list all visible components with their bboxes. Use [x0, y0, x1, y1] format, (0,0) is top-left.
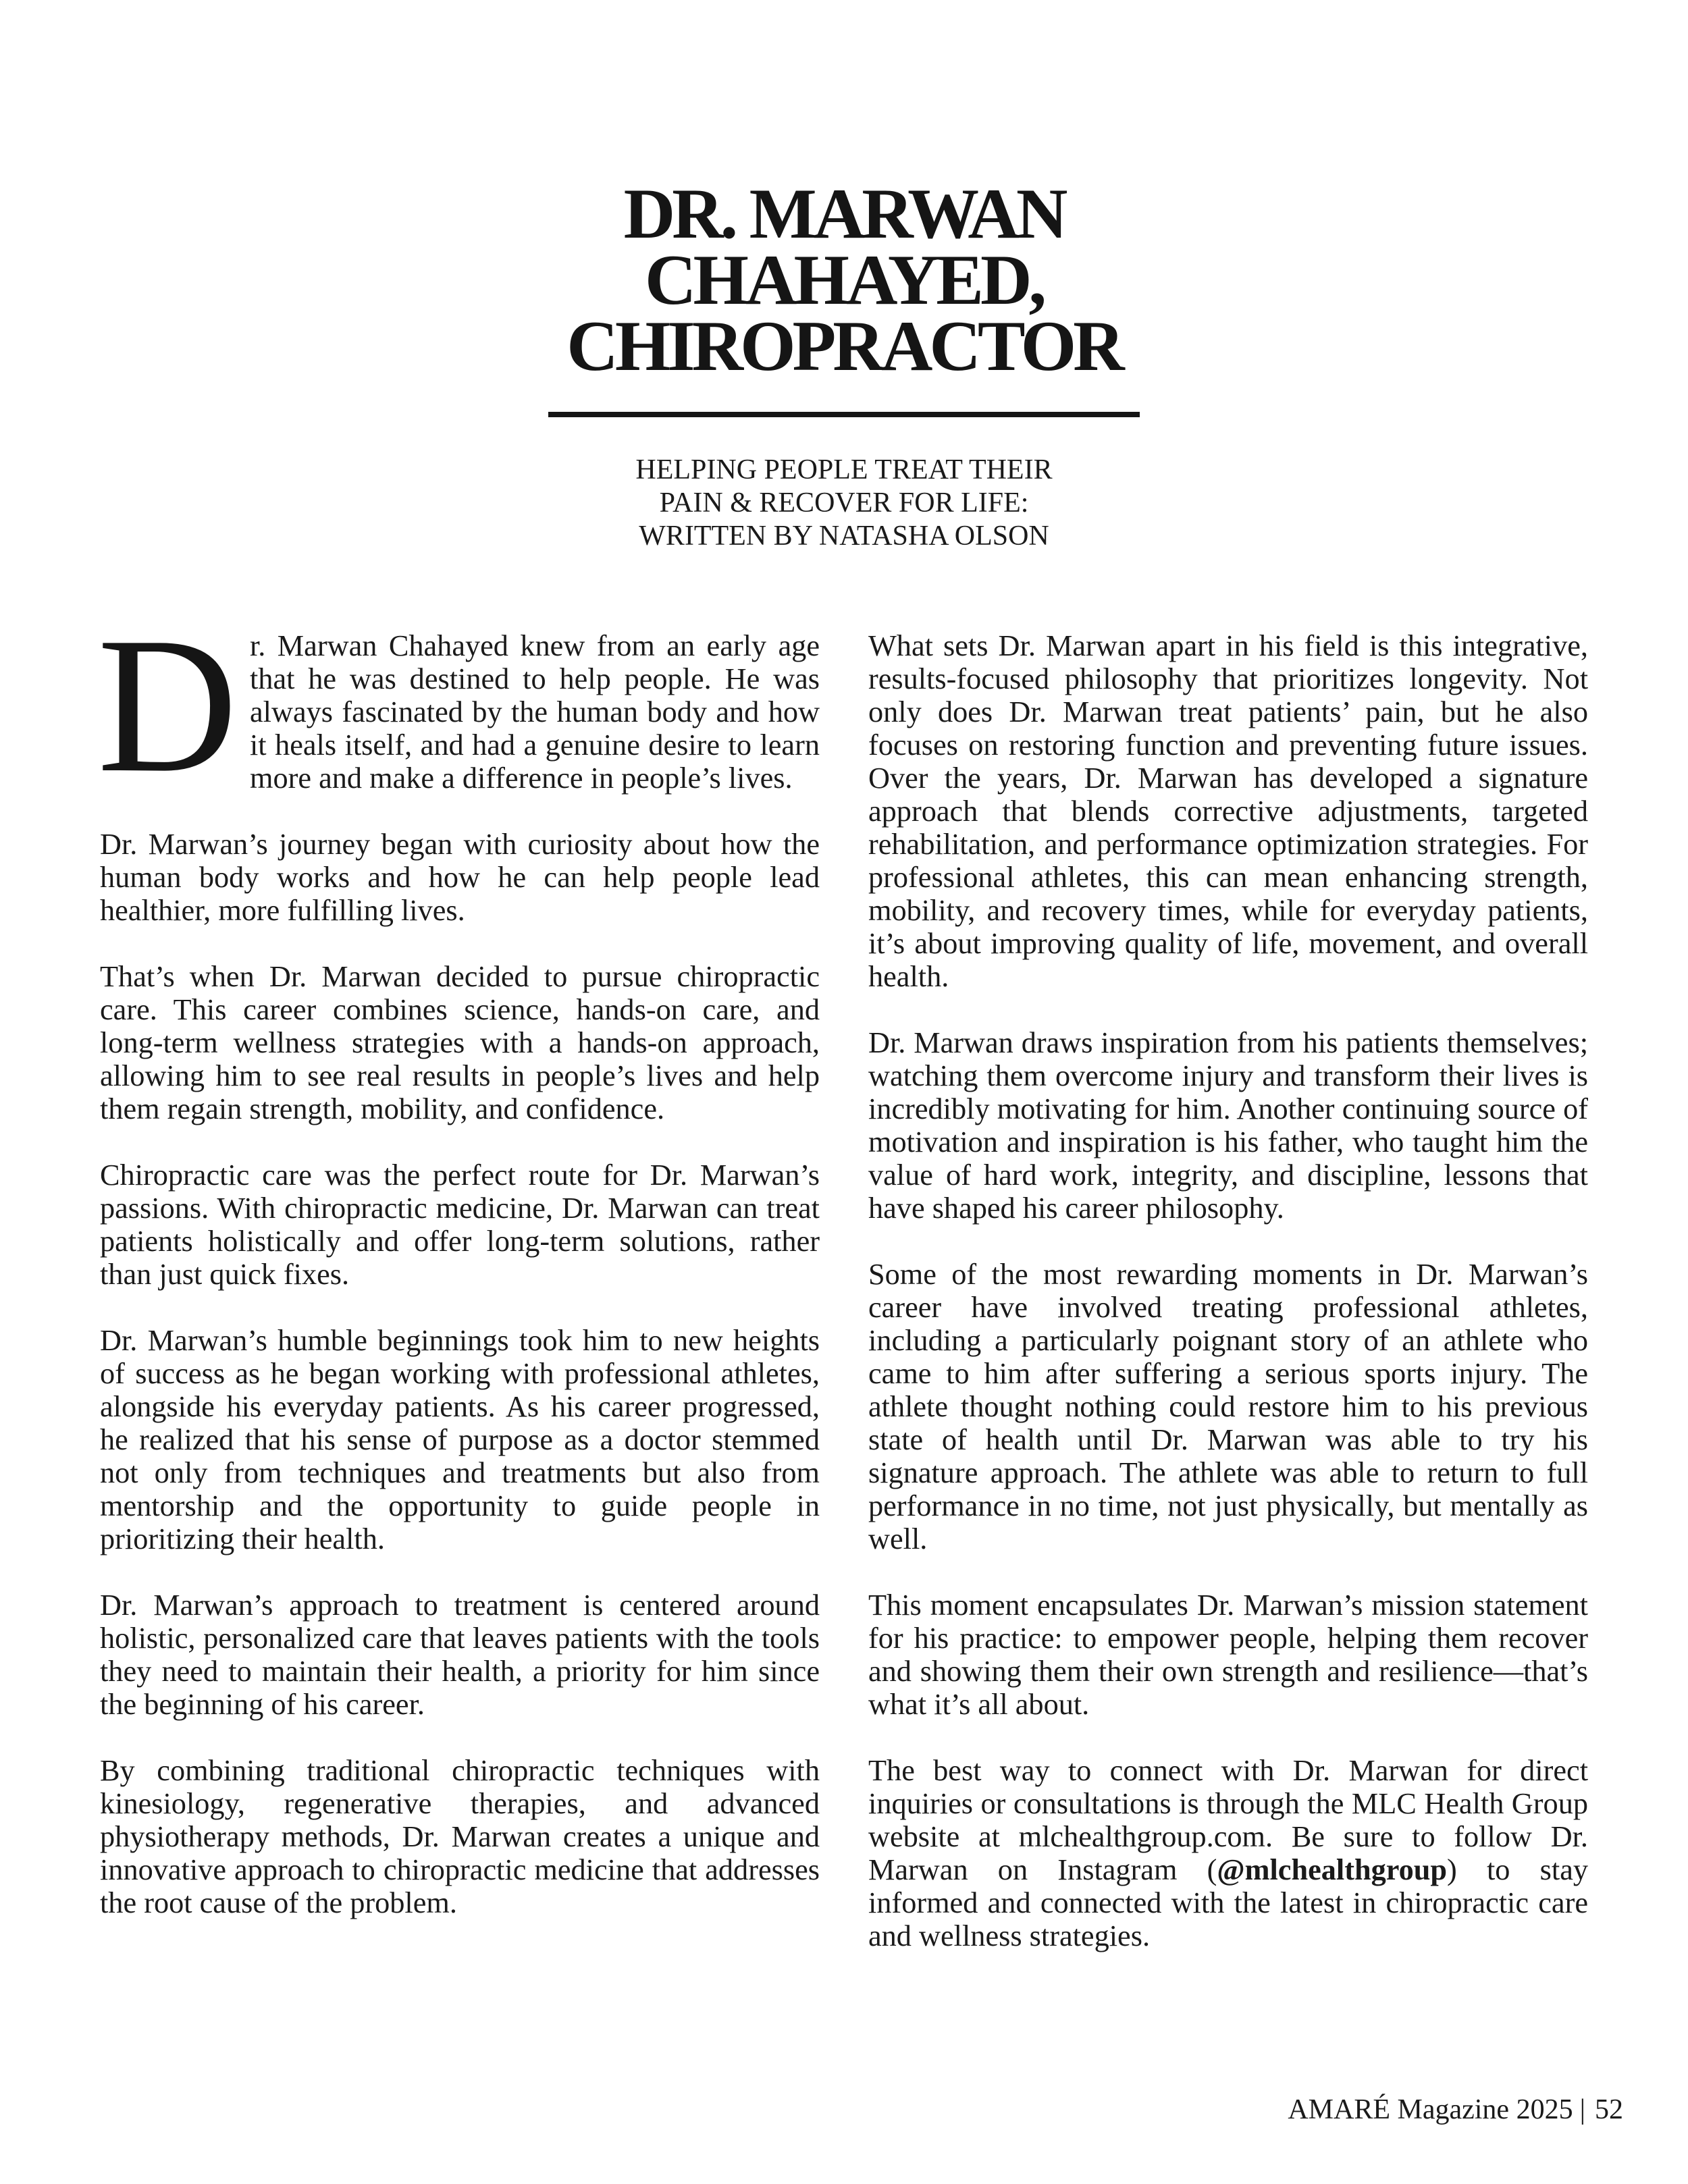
- body-paragraph: Dr. Marwan’s journey began with curiosity about how the human body works and how he can help people lead healthier, more fulfilling lives.: [100, 828, 820, 927]
- title-divider: [548, 412, 1140, 417]
- closing-text-start: The best way to connect with Dr. Marwan for direct inquiries or consultations is through the MLC Health Group website at mlchealthgroup.com. Be sure to follow Dr. Marwan on Instagram (: [868, 1754, 1588, 1886]
- title-line-3: CHIROPRACTOR: [566, 307, 1122, 385]
- body-paragraph: [97, 597, 820, 813]
- page-number: 52: [1595, 2094, 1623, 2125]
- body-paragraph: Dr. Marwan draws inspiration from his patients themselves; watching them overcome injury and transform their lives is incredibly motivating for him. Another continuing source of motivation and inspiration is his father, who taught him the value of hard work, integrity, and discipline, lessons that have shaped his career philosophy.: [868, 1026, 1588, 1225]
- body-paragraph-text: r. Marwan Chahayed knew from an early age that he was destined to help people. He was always fascinated by the human body and how it heals itself, and had a genuine desire to learn more and make a difference in people’s lives.: [249, 629, 820, 795]
- body-paragraph: This moment encapsulates Dr. Marwan’s mission statement for his practice: to empower people, helping them recover and showing them their own strength and resilience—that’s what it’s all about.: [868, 1589, 1588, 1721]
- closing-text-end: ) to stay informed and connected with the latest in chiropractic care and wellness strategies.: [868, 1853, 1588, 1952]
- body-paragraph: By combining traditional chiropractic techniques with kinesiology, regenerative therapies, and advanced physiotherapy methods, Dr. Marwan creates a unique and innovative approach to chiropractic medicine that addresses the root cause of the problem.: [100, 1754, 820, 1919]
- right-column: [868, 629, 1588, 1986]
- footer-separator: |: [1579, 2094, 1585, 2125]
- left-column: [97, 597, 820, 1952]
- body-paragraph: That’s when Dr. Marwan decided to pursue chiropractic care. This career combines science, hands-on care, and long-term wellness strategies with a hands-on approach, allowing him to see real results in people’s lives and help them regain strength, mobility, and confidence.: [100, 960, 820, 1125]
- body-paragraph: What sets Dr. Marwan apart in his field is this integrative, results-focused philosophy that prioritizes longevity. Not only does Dr. Marwan treat patients’ pain, but he also focuses on restoring function and preventing future issues. Over the years, Dr. Marwan has developed a signature approach that blends corrective adjustments, targeted rehabilitation, and performance optimization strategies. For professional athletes, this can mean enhancing strength, mobility, and recovery times, while for everyday patients, it’s about improving quality of life, movement, and overall health.: [868, 629, 1588, 993]
- page-footer: [1288, 2093, 1623, 2127]
- drop-cap: D: [97, 597, 238, 813]
- title-line-2: CHAHAYED,: [644, 240, 1044, 319]
- subtitle-line-2: PAIN & RECOVER FOR LIFE:: [659, 487, 1029, 518]
- body-paragraph: Chiropractic care was the perfect route for Dr. Marwan’s passions. With chiropractic medicine, Dr. Marwan can treat patients holistically and offer long-term solutions, rather than just quick fixes.: [100, 1158, 820, 1291]
- instagram-handle: @mlchealthgroup: [1217, 1853, 1448, 1886]
- title-line-1: DR. MARWAN: [623, 174, 1065, 253]
- body-paragraph: Some of the most rewarding moments in Dr. Marwan’s career have involved treating professional athletes, including a particularly poignant story of an athlete who came to him after suffering a serious sports injury. The athlete thought nothing could restore him to his previous state of health until Dr. Marwan was able to try his signature approach. The athlete was able to return to full performance in no time, not just physically, but mentally as well.: [868, 1258, 1588, 1555]
- subtitle-line-1: HELPING PEOPLE TREAT THEIR: [635, 454, 1053, 485]
- article-title: [0, 174, 1688, 385]
- article-subtitle: [0, 454, 1688, 553]
- body-paragraph: Dr. Marwan’s humble beginnings took him to new heights of success as he began working with professional athletes, alongside his everyday patients. As his career progressed, he realized that his sense of purpose as a doctor stemmed not only from techniques and treatments but also from mentorship and the opportunity to guide people in prioritizing their health.: [100, 1324, 820, 1555]
- publication-name: AMARÉ Magazine 2025: [1288, 2094, 1573, 2125]
- body-paragraph: Dr. Marwan’s approach to treatment is centered around holistic, personalized care that leaves patients with the tools they need to maintain their health, a priority for him since the beginning of his career.: [100, 1589, 820, 1721]
- byline: WRITTEN BY NATASHA OLSON: [639, 521, 1049, 552]
- closing-paragraph: [868, 1754, 1588, 1952]
